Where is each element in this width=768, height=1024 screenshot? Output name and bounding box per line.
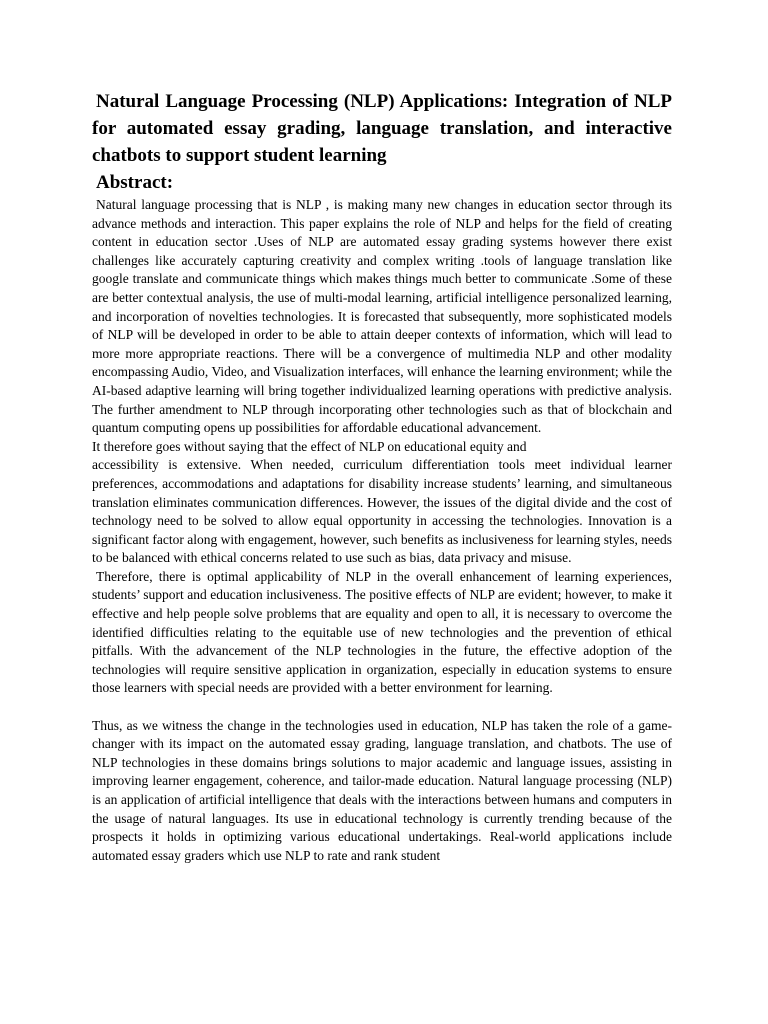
abstract-paragraph-3: Therefore, there is optimal applicability of NLP in the overall enhancement of learning experiences, students’ support and education inclusiveness. The positive effects of NLP are evident; however, to make it effective and help people solve problems that are equality and open to all, it is necessary to overcome the identified difficulties relating to the equitable use of new technologies and the prevention of ethical pitfalls. With the advancement of the NLP technologies in the future, the effective adoption of the technologies will require sensitive application in organization, especially in education systems to ensure those learners with special needs are provided with a better environment for learning. bbox=[92, 568, 672, 696]
abstract-heading: Abstract: bbox=[96, 172, 174, 193]
abstract-paragraph-2: accessibility is extensive. When needed, curriculum differentiation tools meet individual learner preferences, accommodations and adaptations for disability increase students’ learning, and simultaneous translation eliminates communication differences. However, the issues of the digital divide and the cost of technology need to be solved to allow equal opportunity in accessing the technologies. Innovation is a significant factor along with engagement, however, such benefits as inclusiveness for learning styles, needs to be balanced with ethical concerns related to use such as bias, data privacy and misuse. bbox=[92, 457, 672, 566]
paragraph-gap bbox=[92, 698, 672, 717]
paper-title: Natural Language Processing (NLP) Applications: Integration of NLP for automated essay grading, language translation, and interactive chatbots to support student learning bbox=[92, 91, 672, 166]
document-page bbox=[92, 88, 672, 865]
abstract-paragraph-2-first-line: It therefore goes without saying that the effect of NLP on educational equity and bbox=[92, 438, 527, 454]
abstract-paragraph-1: Natural language processing that is NLP , is making many new changes in education sector through its advance methods and interaction. This paper explains the role of NLP and helps for the field of creating content in education sector .Uses of NLP are automated essay grading systems however there exist challenges like accurately capturing creativity and complex writing .tools of language translation like google translate and communicate things which makes things much better to communicate .Some of these are better contextual analysis, the use of multi-modal learning, artificial intelligence personalized learning, and incorporation of novelties technologies. It is forecasted that subsequently, more sophisticated models of NLP will be developed in order to be able to attain deeper contexts of information, which will lead to more more appropriate reactions. There will be a convergence of multimedia NLP and other modality encompassing Audio, Video, and Visualization interfaces, will enhance the learning environment; while the AI-based adaptive learning will bring together individualized learning operations with predictive analysis. The further amendment to NLP through incorporating other technologies such as that of blockchain and quantum computing opens up possibilities for affordable educational advancement. bbox=[92, 197, 672, 436]
body-paragraph-1: Thus, as we witness the change in the technologies used in education, NLP has taken the role of a game-changer with its impact on the automated essay grading, language translation, and chatbots. The use of NLP technologies in these domains brings solutions to major academic and language issues, assisting in improving learner engagement, coherence, and tailor-made education. Natural language processing (NLP) is an application of artificial intelligence that deals with the interactions between humans and computers in the usage of natural languages. Its use in educational technology is currently trending because of the prospects it holds in optimizing various educational undertakings. Real-world applications include automated essay graders which use NLP to rate and rank student bbox=[92, 717, 672, 863]
